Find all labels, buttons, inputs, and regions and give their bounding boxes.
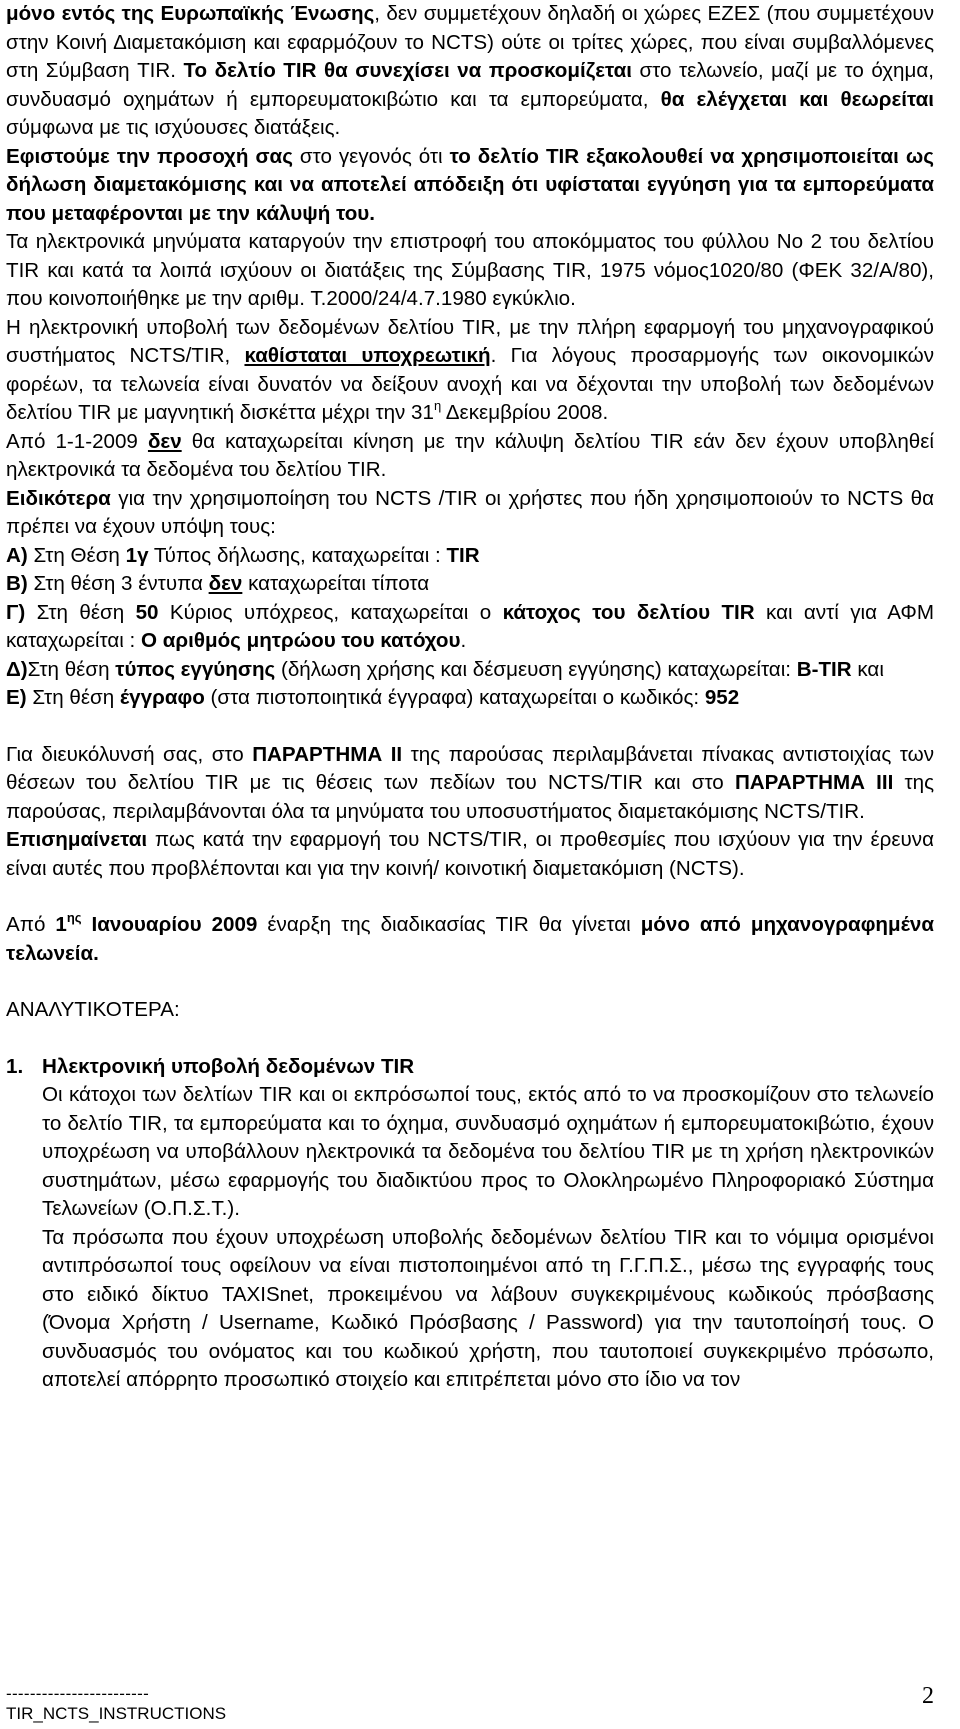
guarantee-type-emphasis: τύπος εγγύησης	[115, 657, 276, 681]
checked-endorsed-emphasis: θα ελέγχεται και θεωρείται	[660, 87, 934, 111]
start-day: 1	[55, 913, 67, 936]
start-text: έναρξη της διαδικασίας TIR θα γίνεται	[257, 913, 641, 936]
list-item-d	[6, 656, 934, 685]
code-952: 952	[704, 686, 740, 709]
item-label: Β)	[6, 572, 28, 595]
list-item-b	[6, 570, 934, 599]
section-1-paragraph-1: Οι κάτοχοι των δελτίων TIR και οι εκπρόσωποί τους, εκτός από το να προσκομίζουν στο τελωνείο το δελτίο TIR, τα εμπορεύματα και το όχημα, συνδυασμό οχημάτων ή εμπορευματοκιβώτιο, έχουν υποχρέωση να υποβάλλουν ηλεκτρονικά τα δεδομένα του δελτίου TIR με τη χρήση ηλεκτρονικών συστημάτων, μέσω εφαρμογής του διαδικτύου προς το Ολοκληρωμένο Πληροφοριακό Σύστημα Τελωνείων (Ο.Π.Σ.Τ.).	[42, 1083, 934, 1220]
page-footer	[6, 1684, 934, 1724]
attention-emphasis: Εφιστούμε την προσοχή σας	[6, 144, 293, 168]
paragraph-electronic-messages: Τα ηλεκτρονικά μηνύματα καταργούν την επιστροφή του αποκόμματος του φύλλου Νο 2 του δελτίου TIR και κατά τα λοιπά ισχύουν οι διατάξεις της Σύμβασης TIR, 1975 νόμος1020/80 (ΦΕΚ 32/Α/80), που κοινοποιήθηκε με την αριθμ. Τ.2000/24/4.7.1980 εγκύκλιο.	[6, 230, 934, 310]
item-label: Ε)	[6, 686, 27, 709]
tolerance-text: . Για λόγους προσαρμογής των οικονομικών φορέων, τα τελωνεία είναι δυνατόν να δείξουν ανοχή και να δέχονται την υποβολή των δεδομένων δελτίου TIR με μαγνητική δισκέττα μέχρι την 31	[6, 344, 934, 424]
paragraph-attention	[6, 143, 934, 229]
item-text: καταχωρείται τίποτα	[242, 572, 430, 595]
note-text: πως κατά την εφαρμογή του NCTS/TIR, οι προθεσμίες που ισχύουν για την έρευνα είναι αυτές που προβλέπονται και για την κοινή/ κοινοτική διαμετακόμιση (NCTS).	[6, 828, 934, 880]
note-emphasis: Επισημαίνεται	[6, 828, 148, 851]
spacer	[6, 968, 934, 996]
document-page	[6, 0, 934, 1395]
heading-analytic: ΑΝΑΛΥΤΙΚΟΤΕΡΑ:	[6, 998, 180, 1021]
box-50: 50	[135, 600, 159, 624]
start-text: Από	[6, 913, 56, 936]
annex-text: της παρούσας περιλαμβάνεται πίνακας αντιστοιχίας των θέσεων του δελτίου TIR με τις θέσεις των πεδίων του NCTS/TIR και στο	[6, 742, 935, 794]
annex-text: Για διευκόλυνσή σας, στο	[6, 742, 253, 766]
carnet-declaration-emphasis: το δελτίο TIR εξακολουθεί να χρησιμοποιείται ως δήλωση διαμετακόμισης και να αποτελεί απόδειξη ότι υφίσταται εγγύηση για τα εμπορεύματα που μεταφέρονται με την κάλυψή του.	[6, 144, 934, 225]
section-number: 1.	[6, 1054, 24, 1078]
spacer	[6, 1025, 934, 1053]
mandatory-emphasis: καθίσταται υποχρεωτική	[244, 344, 491, 367]
provisions-text: σύμφωνα με τις ισχύουσες διατάξεις.	[6, 116, 341, 139]
value-b-tir: B-TIR	[796, 657, 852, 681]
holder-emphasis: κάτοχος του δελτίου TIR	[502, 600, 755, 624]
presentation-text: στο τελωνείο, μαζί με το όχημα, συνδυασμό οχημάτων ή εμπορευματοκιβώτιο και τα εμπορεύματα,	[6, 59, 934, 111]
document-emphasis: έγγραφο	[119, 686, 205, 709]
box-1c: 1γ	[125, 543, 149, 567]
item-label: Α)	[6, 543, 28, 567]
list-item-c	[6, 599, 934, 656]
item-text: Στη θέση	[27, 657, 116, 681]
item-text: Στη Θέση	[27, 543, 126, 567]
tir-carnet-presented-emphasis: Το δελτίο TIR θα συνεχίσει να προσκομίζεται	[183, 59, 632, 82]
paragraph-from-2009	[6, 428, 934, 485]
specifically-emphasis: Ειδικότερα	[6, 486, 111, 510]
eu-scope-emphasis: μόνο εντός της Ευρωπαϊκής Ένωσης	[6, 2, 375, 25]
item-text: Στη θέση 3 έντυπα	[27, 572, 209, 595]
start-month-year: Ιανουαρίου 2009	[81, 913, 258, 936]
footer-rule: ------------------------	[6, 1684, 150, 1703]
specifically-text: για την χρησιμοποίηση του NCTS /TIR οι χρήστες που ήδη χρησιμοποιούν το NCTS θα πρέπει να έχουν υπόψη τους:	[6, 486, 934, 538]
from-date-text: Από 1-1-2009	[6, 429, 148, 453]
section-1-heading	[6, 1053, 934, 1082]
spacer	[6, 883, 934, 911]
registration-number-emphasis: Ο αριθμός μητρώου του κατόχου	[141, 629, 461, 652]
value-tir: TIR	[446, 543, 480, 567]
ordinal-superscript: η	[433, 398, 442, 413]
paragraph-annexes	[6, 741, 934, 827]
paragraph-note	[6, 826, 934, 883]
paragraph-mandatory-submission	[6, 314, 934, 428]
eu-scope-text: , δεν συμμετέχουν δηλαδή οι χώρες ΕΖΕΣ (που συμμετέχουν στην Κοινή Διαμετακόμιση και εφαρμόζουν το NCTS) ούτε οι τρίτες χώρες, που είναι συμβαλλόμενες στη Σύμβαση TIR.	[6, 2, 934, 82]
item-text: Τύπος δήλωσης, καταχωρείται :	[148, 543, 447, 567]
paragraph-specifically	[6, 485, 934, 542]
item-text: (στα πιστοποιητικά έγγραφα) καταχωρείται ο κωδικός:	[204, 686, 705, 709]
no-movement-text: θα καταχωρείται κίνηση με την κάλυψη δελτίου TIR εάν δεν έχουν υποβληθεί ηλεκτρονικά τα δεδομένα του δελτίου TIR.	[6, 429, 935, 481]
list-item-e	[6, 684, 934, 713]
item-label: Δ)	[6, 657, 28, 681]
list-item-a	[6, 542, 934, 571]
item-text: Στη θέση	[25, 600, 136, 624]
section-1-paragraph-2: Τα πρόσωπα που έχουν υποχρέωση υποβολής δεδομένων δελτίου TIR και το νόμιμα ορισμένοι αντιπρόσωποί τους οφείλουν να είναι πιστοποιημένοι από τη Γ.Γ.Π.Σ., μέσω της εγγραφής τους στο ειδικό δίκτυο TAXISnet, προκειμένου να λάβουν συγκεκριμένους κωδικούς πρόσβασης (Όνομα Χρήστη / Username, Κωδικό Πρόσβασης / Password) για την ταυτοποίησή τους. Ο συνδυασμός του ονόματος και του κωδικού χρήστη, που ταυτοποιεί συγκεκριμένο πρόσωπο, αποτελεί απόρρητο προσωπικό στοιχείο και επιτρέπεται μόνο στο ίδιο να τον	[42, 1225, 934, 1391]
spacer	[6, 713, 934, 741]
paragraph-eu-scope	[6, 0, 934, 143]
mandatory-text: Η ηλεκτρονική υποβολή των δεδομένων δελτίου TIR, με την πλήρη εφαρμογή του μηχανογραφικού συστήματος NCTS/TIR,	[6, 315, 934, 367]
ordinal-superscript: ης	[66, 910, 82, 925]
item-text: Κύριος υπόχρεος, καταχωρείται ο	[158, 600, 503, 624]
annex-text: της παρούσας, περιλαμβάνονται όλα τα μηνύματα του υποσυστήματος διαμετακόμισης NCTS/TIR.	[6, 771, 934, 823]
item-text: Στη θέση	[26, 686, 120, 709]
section-title: Ηλεκτρονική υποβολή δεδομένων TIR	[42, 1054, 415, 1078]
item-text: και αντί για ΑΦΜ καταχωρείται :	[6, 600, 935, 652]
deadline-text: Δεκεμβρίου 2008.	[441, 401, 609, 424]
annex-ii: ΠΑΡΑΡΤΗΜΑ ΙΙ	[252, 742, 403, 766]
item-text: και	[851, 657, 884, 681]
item-text: .	[460, 629, 467, 652]
item-label: Γ)	[6, 600, 26, 624]
footer-document-name: TIR_NCTS_INSTRUCTIONS	[6, 1704, 227, 1723]
annex-iii: ΠΑΡΑΡΤΗΜΑ ΙΙΙ	[734, 771, 894, 794]
page-number: 2	[922, 1683, 934, 1709]
paragraph-start-date	[6, 911, 934, 968]
computerised-offices-emphasis: μόνο από μηχανογραφημένα τελωνεία.	[6, 913, 935, 965]
not-emphasis: δεν	[208, 572, 243, 595]
not-emphasis: δεν	[147, 429, 182, 453]
item-text: (δήλωση χρήσης και δέσμευση εγγύησης) καταχωρείται:	[275, 657, 797, 681]
attention-text: στο γεγονός ότι	[292, 144, 450, 168]
